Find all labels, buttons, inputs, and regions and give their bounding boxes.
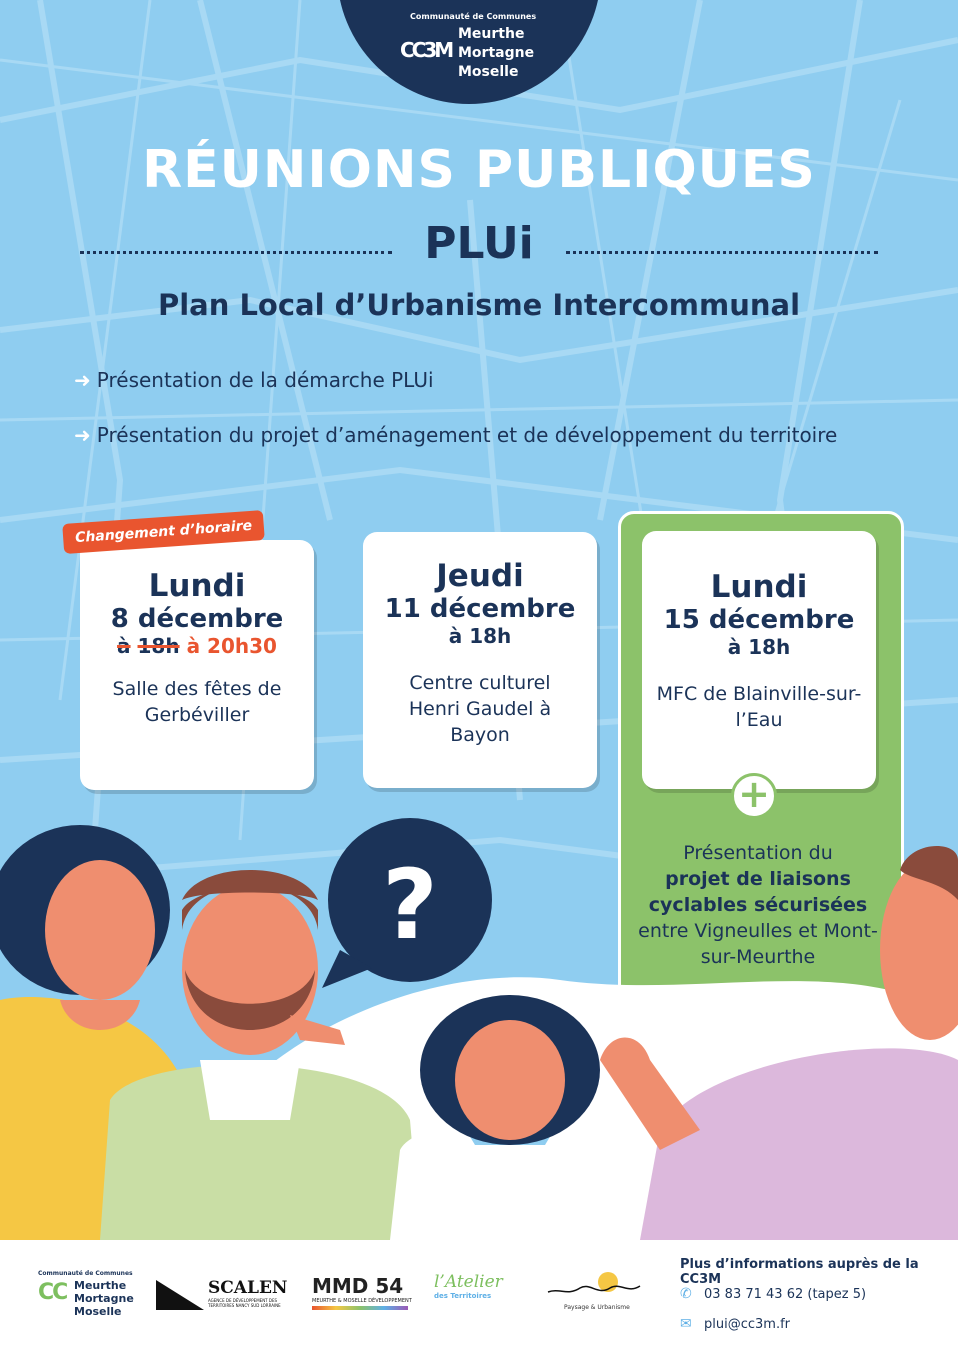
- plus-icon: +: [731, 773, 777, 819]
- meeting-day: Lundi: [710, 569, 808, 605]
- phone-number: 03 83 71 43 62 (tapez 5): [704, 1287, 867, 1302]
- meeting-time: à 18h: [448, 624, 512, 648]
- speech-bubble-icon: [322, 818, 492, 988]
- arrow-right-icon: ➜: [74, 423, 91, 447]
- meeting-place: MFC de Blainville-sur-l’Eau: [656, 683, 862, 731]
- subtitle-long: Plan Local d’Urbanisme Intercommunal: [157, 288, 801, 322]
- cc3m-footer-logo: [38, 1270, 148, 1320]
- contact-email[interactable]: [680, 1316, 790, 1332]
- meeting-card-3: [642, 531, 876, 789]
- question-mark: ?: [382, 849, 438, 961]
- mmd-sub: MEURTHE & MOSELLE DÉVELOPPEMENT: [312, 1298, 412, 1304]
- atelier-logo: [434, 1272, 524, 1312]
- info-title: Plus d’informations auprès de la CC3M: [680, 1257, 919, 1287]
- scalen-mark-icon: [156, 1280, 204, 1312]
- footer-cc3m-name-3: Moselle: [74, 1305, 122, 1318]
- footer-cc3m-small: Communauté de Communes: [38, 1270, 133, 1277]
- extra-line-3: entre Vigneulles et Mont-sur-Meurthe: [638, 920, 878, 968]
- old-time-prefix: à: [117, 634, 131, 658]
- cc3m-logo: [400, 12, 560, 84]
- meeting-day: Jeudi: [436, 558, 524, 594]
- schedule-change-badge: Changement d’horaire: [62, 510, 265, 554]
- bullet-text: Présentation du projet d’aménagement et de développement du territoire: [96, 423, 838, 447]
- mmd54-logo: [312, 1274, 412, 1314]
- footer-cc3m-name-2: Mortagne: [74, 1292, 134, 1305]
- meeting-place: Centre culturel Henri Gaudel à Bayon: [408, 672, 552, 746]
- mmd-name: MMD 54: [312, 1274, 404, 1298]
- logo-small-text: Communauté de Communes: [410, 12, 537, 21]
- logo-mark: CC3M: [400, 38, 452, 62]
- scalen-logo: [156, 1278, 286, 1318]
- meeting-card-1: [80, 540, 314, 790]
- phone-icon: ✆: [680, 1286, 692, 1302]
- scalen-sub: AGENCE DE DÉVELOPPEMENT DES TERRITOIRES NANCY SUD LORRAINE: [208, 1298, 281, 1308]
- subtitle: PLUi: [424, 218, 534, 269]
- email-address: plui@cc3m.fr: [704, 1317, 790, 1332]
- new-time: à 20h30: [186, 634, 277, 658]
- meeting-time: [80, 634, 314, 658]
- meeting-day: Lundi: [148, 568, 246, 604]
- footer-cc3m-name-1: Meurthe: [74, 1279, 127, 1292]
- meeting-card-2: [363, 532, 597, 788]
- logo-name-1: Meurthe: [458, 26, 525, 42]
- meeting-date: 8 décembre: [110, 604, 284, 634]
- bullet-text: Présentation de la démarche PLUi: [96, 368, 434, 392]
- logo-name-3: Moselle: [458, 64, 519, 80]
- arrow-right-icon: ➜: [74, 368, 91, 392]
- contact-phone[interactable]: [680, 1286, 866, 1302]
- footer-cc3m-names: [74, 1279, 134, 1318]
- atelier-sub: des Territoires: [434, 1292, 492, 1300]
- maniwaya-logo: [546, 1270, 646, 1314]
- extra-bold: projet de liaisons cyclables sécurisées: [648, 868, 868, 916]
- bullet-item: [74, 421, 894, 450]
- meeting-date: 15 décembre: [663, 605, 855, 635]
- mail-icon: ✉: [680, 1316, 692, 1332]
- bullet-item: [74, 366, 894, 395]
- maniwaya-sub: Paysage & Urbanisme: [564, 1304, 630, 1311]
- old-time: 18h: [137, 634, 180, 658]
- meeting-date: 11 décembre: [384, 594, 576, 624]
- footer-cc3m-mark: CC: [38, 1280, 67, 1305]
- maniwaya-signature-icon: [546, 1270, 642, 1300]
- meeting-place: Salle des fêtes de Gerbéviller: [112, 678, 282, 726]
- scalen-name: SCALEN: [208, 1278, 288, 1298]
- page-title: RÉUNIONS PUBLIQUES: [142, 140, 816, 200]
- atelier-name: l’Atelier: [434, 1272, 503, 1292]
- mmd-color-bar: [312, 1306, 408, 1310]
- meeting-time: à 18h: [727, 635, 791, 659]
- people-illustration: [0, 800, 958, 1240]
- extra-line-1: Présentation du: [683, 842, 833, 864]
- logo-name-2: Mortagne: [458, 45, 535, 61]
